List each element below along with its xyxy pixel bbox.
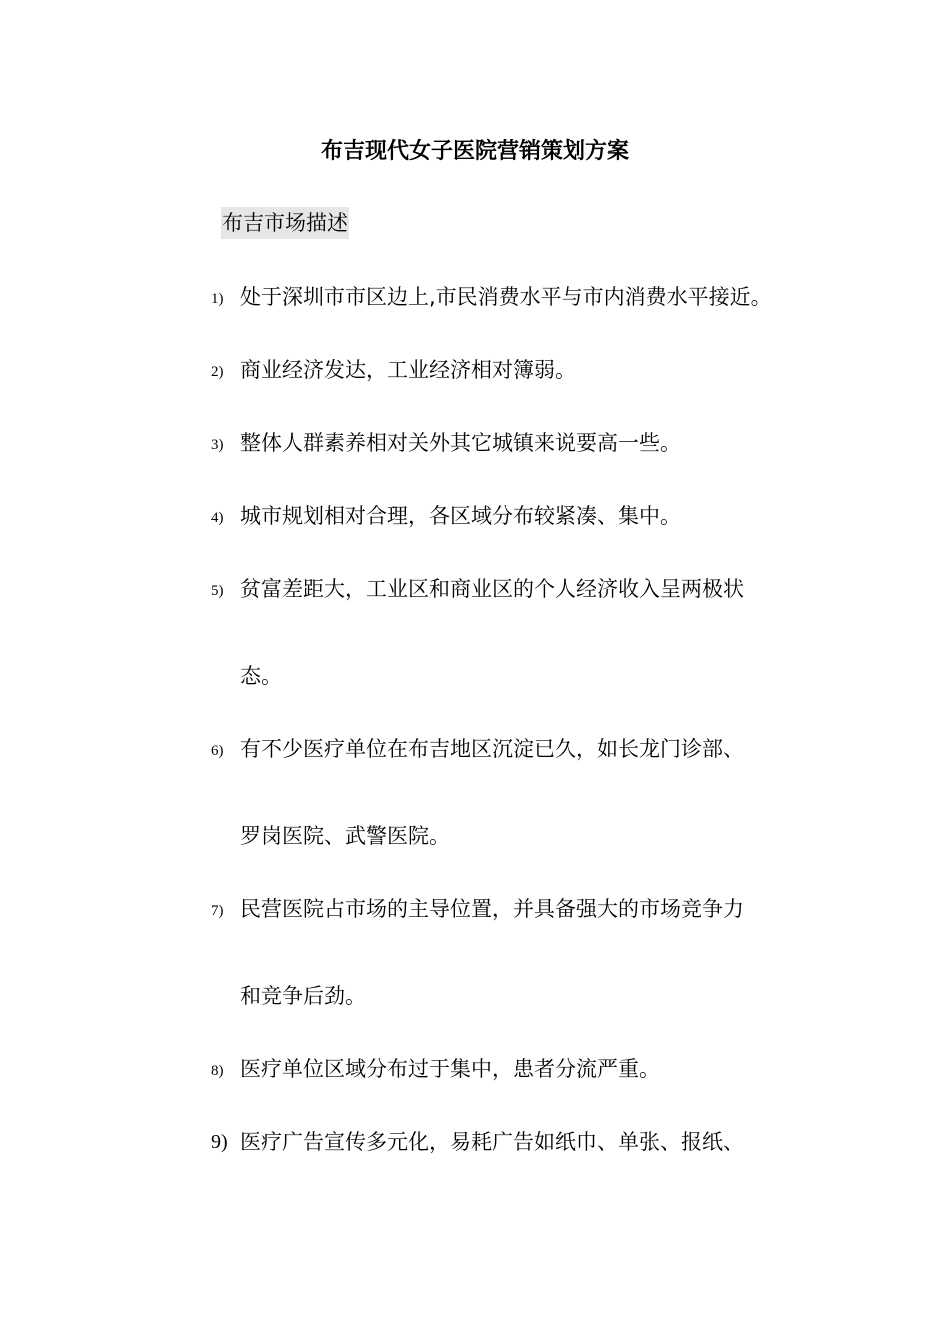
list-item-text-continued: 罗岗医院、武警医院。 (240, 824, 450, 848)
list-item-text: 民营医院占市场的主导位置，并具备强大的市场竞争力 (240, 897, 744, 921)
list-item-number: 5) (211, 583, 224, 599)
list-item-text: 商业经济发达，工业经济相对簿弱。 (240, 358, 576, 382)
list-item-text: 医疗单位区域分布过于集中，患者分流严重。 (240, 1057, 660, 1081)
list-item-number: 2) (211, 364, 224, 380)
list-item-text-continued: 和竞争后劲。 (240, 984, 366, 1008)
list-item-number: 6) (211, 743, 224, 759)
document-title: 布吉现代女子医院营销策划方案 (320, 139, 629, 164)
list-item-text: 整体人群素养相对关外其它城镇来说要高一些。 (240, 431, 681, 455)
list-item-number: 7) (211, 903, 224, 919)
list-item-text: 贫富差距大，工业区和商业区的个人经济收入呈两极状 (240, 577, 744, 601)
list-item-text: 有不少医疗单位在布吉地区沉淀已久，如长龙门诊部、 (240, 737, 744, 761)
list-item-number: 1) (211, 291, 224, 307)
list-item-number: 9) (211, 1131, 228, 1153)
list-item-text-continued: 态。 (240, 664, 282, 688)
section-heading: 布吉市场描述 (221, 207, 349, 239)
list-item-text: 处于深圳市市区边上,市民消费水平与市内消费水平接近。 (240, 285, 772, 309)
list-item-number: 8) (211, 1063, 224, 1079)
list-item-text: 城市规划相对合理，各区域分布较紧凑、集中。 (240, 504, 681, 528)
list-item-number: 4) (211, 510, 224, 526)
list-item-text: 医疗广告宣传多元化，易耗广告如纸巾、单张、报纸、 (240, 1130, 744, 1154)
list-item-number: 3) (211, 437, 224, 453)
